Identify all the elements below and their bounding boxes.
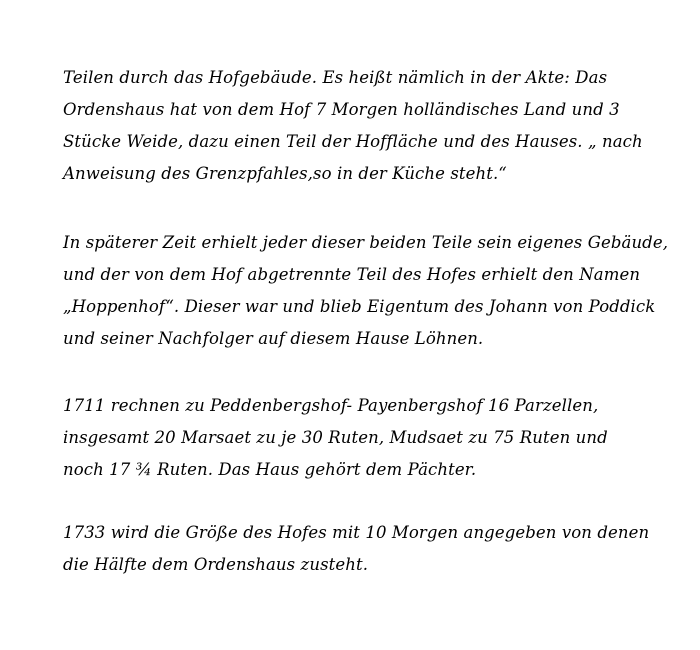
paragraph-2 [63,227,683,355]
text-line: In späterer Zeit erhielt jeder dieser beiden Teile sein eigenes Gebäude, [63,233,669,252]
text-line: Ordenshaus hat von dem Hof 7 Morgen holländisches Land und 3 [63,100,620,119]
text-line: Teilen durch das Hofgebäude. Es heißt nämlich in der Akte: Das [63,68,608,87]
text-line: die Hälfte dem Ordenshaus zusteht. [63,555,369,574]
text-line: und seiner Nachfolger auf diesem Hause Löhnen. [63,329,484,348]
text-line: insgesamt 20 Marsaet zu je 30 Ruten, Mudsaet zu 75 Ruten und [63,428,608,447]
text-line: 1711 rechnen zu Peddenbergshof- Payenbergshof 16 Parzellen, [63,396,599,415]
text-line: Anweisung des Grenzpfahles,so in der Küche steht.“ [63,164,507,183]
paragraph-1 [63,62,683,190]
text-line: 1733 wird die Größe des Hofes mit 10 Morgen angegeben von denen [63,523,650,542]
text-line: Stücke Weide, dazu einen Teil der Hoffläche und des Hauses. „ nach [63,132,643,151]
text-line: und der von dem Hof abgetrennte Teil des Hofes erhielt den Namen [63,265,641,284]
paragraph-3 [63,390,683,486]
text-line: „Hoppenhof“. Dieser war und blieb Eigentum des Johann von Poddick [63,297,656,316]
paragraph-4 [63,517,683,581]
text-line: noch 17 ¾ Ruten. Das Haus gehört dem Pächter. [63,460,477,479]
